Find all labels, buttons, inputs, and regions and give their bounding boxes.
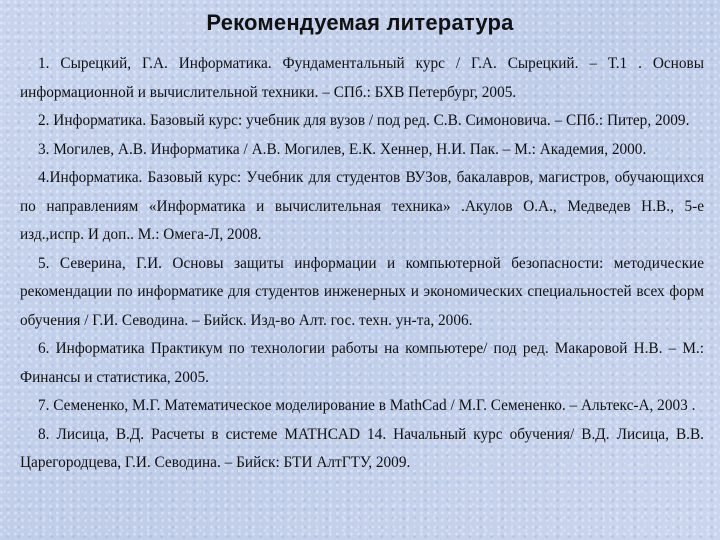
reference-item-4: 4.Информатика. Базовый курс: Учебник для студентов ВУЗов, бакалавров, магистров, обучающихся по направлениям «Информатика и вычислительная техника» .Акулов О.А., Медведев Н.В., 5-е изд.,испр. И доп.. М.: Омега-Л, 2008. — [20, 169, 704, 243]
reference-item-1: 1. Сырецкий, Г.А. Информатика. Фундаментальный курс / Г.А. Сырецкий. – Т.1 . Основы информационной и вычислительной техники. – СПб.: БХВ Петербург, 2005. — [20, 55, 704, 101]
reference-item-8: 8. Лисица, В.Д. Расчеты в системе MATHCAD 14. Начальный курс обучения/ В.Д. Лисица, В.В. Царегородцева, Г.И. Севодина. – Бийск: БТИ АлтГТУ, 2009. — [20, 425, 704, 471]
reference-item-3: 3. Могилев, А.В. Информатика / А.В. Могилев, Е.К. Хеннер, Н.И. Пак. – М.: Академия, 2000. — [38, 140, 647, 158]
reference-item-2: 2. Информатика. Базовый курс: учебник для вузов / под ред. С.В. Симоновича. – СПб.: Питер, 2009. — [38, 112, 690, 129]
reference-item-6: 6. Информатика Практикум по технологии работы на компьютере/ под ред. Макаровой Н.В. – М.: Финансы и статистика, 2005. — [20, 340, 704, 386]
reference-item-7: 7. Семененко, М.Г. Математическое моделирование в MathCad / М.Г. Семененко. – Альтекс-А, 2003 . — [38, 397, 696, 414]
reference-item-5: 5. Северина, Г.И. Основы защиты информации и компьютерной безопасности: методические рекомендации по информатике для студентов инженерных и экономических специальностей всех форм обучения / Г.И. Севодина. – Бийск. Изд-во Алт. гос. техн. ун-та, 2006. — [20, 254, 704, 329]
page-title: Рекомендуемая литература — [206, 10, 514, 35]
reference-list — [20, 50, 704, 478]
